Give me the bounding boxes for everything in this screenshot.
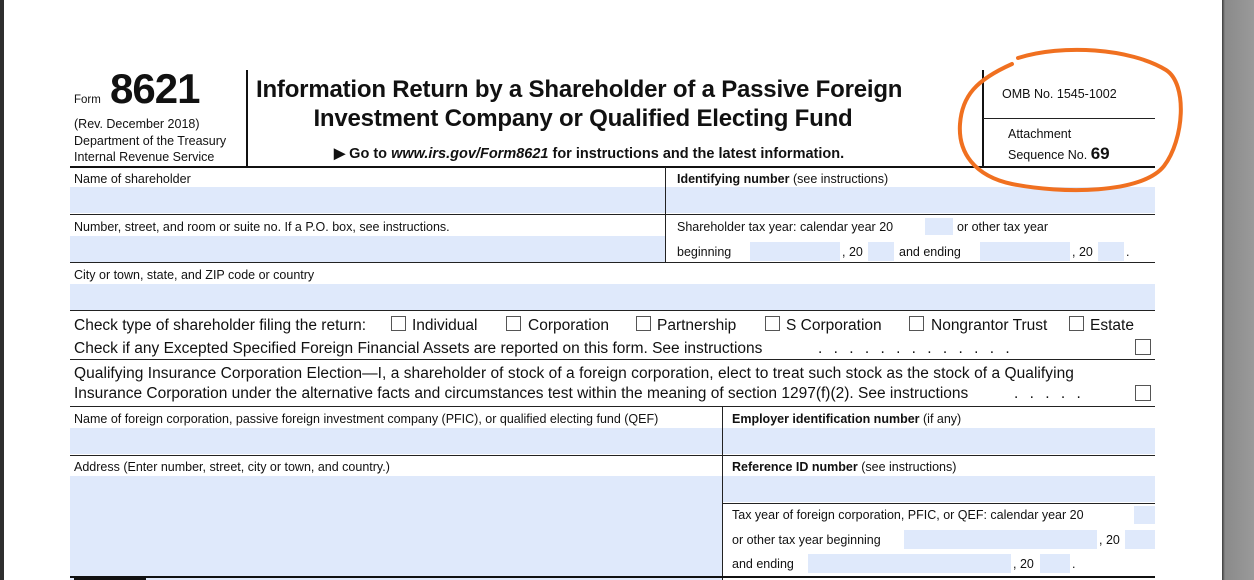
shareholder-tax-year-label: Shareholder tax year: calendar year 20	[677, 220, 894, 234]
checkbox-individual[interactable]	[391, 316, 406, 331]
shareholder-begin-date-field[interactable]	[750, 242, 840, 261]
foreign-tax-year-label: Tax year of foreign corporation, PFIC, or QEF: calendar year 20	[732, 508, 1084, 522]
form-revision: (Rev. December 2018)	[74, 117, 200, 131]
option-nongrantor-trust: Nongrantor Trust	[931, 317, 1048, 334]
foreign-corp-address-field[interactable]	[70, 476, 722, 580]
irs-url-link[interactable]: www.irs.gov/Form8621	[391, 146, 549, 162]
part-header-rule	[70, 576, 1155, 578]
qic-election-line1: Qualifying Insurance Corporation Election—I, a shareholder of stock of a foreign corporation, elect to treat such stock as the stock of a Qualifying	[74, 365, 1074, 382]
checkbox-partnership[interactable]	[636, 316, 651, 331]
attachment-label: Attachment	[1008, 127, 1072, 141]
period: .	[1126, 245, 1130, 259]
foreign-and-ending-label: and ending	[732, 557, 794, 571]
shareholder-name-field[interactable]	[70, 187, 665, 213]
qic-election-line2: Insurance Corporation under the alternative facts and circumstances test within the meaning of section 1297(f)(2). See instructions	[74, 385, 969, 402]
checkbox-qic-election[interactable]	[1135, 385, 1151, 401]
annotation-stroke	[960, 50, 1181, 190]
annotation-circle	[952, 44, 1188, 196]
option-estate: Estate	[1090, 317, 1134, 334]
option-partnership: Partnership	[657, 317, 737, 334]
form-word: Form	[74, 94, 101, 106]
checkbox-corporation[interactable]	[506, 316, 521, 331]
foreign-corp-name-field[interactable]	[70, 428, 722, 454]
rule-4	[70, 359, 1155, 360]
shareholder-begin-year-field[interactable]	[868, 242, 894, 261]
comma-20-a: , 20	[842, 245, 863, 259]
ein-field[interactable]	[723, 428, 1155, 454]
checkbox-s-corporation[interactable]	[765, 316, 780, 331]
option-individual: Individual	[412, 317, 478, 334]
foreign-calendar-year-field[interactable]	[1134, 506, 1155, 524]
form-number: 8621	[110, 65, 200, 112]
rule-6	[70, 455, 1155, 456]
sequence-label: Sequence No. 69	[1008, 144, 1110, 163]
irs-label: Internal Revenue Service	[74, 150, 215, 164]
foreign-comma-20-a: , 20	[1099, 533, 1120, 547]
shareholder-address-label: Number, street, and room or suite no. If a P.O. box, see instructions.	[74, 220, 450, 234]
shareholder-col-divider	[665, 167, 666, 263]
checkbox-nongrantor-trust[interactable]	[909, 316, 924, 331]
shareholder-end-year-field[interactable]	[1098, 242, 1124, 261]
excepted-assets-text: Check if any Excepted Specified Foreign Financial Assets are reported on this form. See instructions	[74, 340, 763, 357]
foreign-end-date-field[interactable]	[808, 554, 1011, 573]
identifying-number-label: Identifying number (see instructions)	[677, 172, 889, 186]
rule-3	[70, 310, 1155, 311]
rule-7	[723, 503, 1155, 504]
city-field[interactable]	[70, 284, 1155, 310]
form-title-line1: Information Return by a Shareholder of a Passive Foreign	[256, 76, 903, 103]
department-label: Department of the Treasury	[74, 134, 227, 148]
or-other-tax-year-label: or other tax year	[957, 220, 1049, 234]
rule-1	[70, 214, 1155, 215]
excepted-leader-dots: . . . . . . . . . . . . .	[818, 340, 1010, 357]
foreign-corp-address-label: Address (Enter number, street, city or town, and country.)	[74, 460, 390, 474]
city-label: City or town, state, and ZIP code or country	[74, 268, 315, 282]
foreign-comma-20-b: , 20	[1013, 557, 1034, 571]
foreign-period: .	[1072, 557, 1076, 571]
option-corporation: Corporation	[528, 317, 609, 334]
foreign-corp-name-label: Name of foreign corporation, passive foreign investment company (PFIC), or qualified electing fund (QEF)	[74, 412, 659, 426]
form-page	[4, 0, 1222, 580]
omb-number: OMB No. 1545-1002	[1002, 87, 1117, 101]
form-title-line2: Investment Company or Qualified Electing Fund	[313, 105, 853, 132]
filing-type-prompt: Check type of shareholder filing the return:	[74, 317, 367, 334]
checkbox-excepted-assets[interactable]	[1135, 339, 1151, 355]
shareholder-calendar-year-field[interactable]	[925, 218, 953, 235]
and-ending-label: and ending	[899, 245, 961, 259]
reference-id-label: Reference ID number (see instructions)	[732, 460, 957, 474]
reference-id-field[interactable]	[723, 476, 1155, 502]
rule-2	[70, 262, 1155, 263]
foreign-begin-date-field[interactable]	[904, 530, 1097, 549]
shareholder-name-label: Name of shareholder	[74, 172, 191, 186]
rule-5	[70, 406, 1155, 407]
shareholder-address-field[interactable]	[70, 236, 665, 262]
sequence-number: 69	[1090, 144, 1110, 163]
option-s-corporation: S Corporation	[786, 317, 882, 334]
header-divider-left	[246, 70, 248, 166]
ein-label: Employer identification number (if any)	[732, 412, 962, 426]
foreign-begin-year-field[interactable]	[1125, 530, 1155, 549]
checkbox-estate[interactable]	[1069, 316, 1084, 331]
goto-instructions: ▶ Go to www.irs.gov/Form8621 for instructions and the latest information.	[334, 146, 845, 162]
other-tax-year-beginning-label: or other tax year beginning	[732, 533, 881, 547]
viewer-scrollbar-area[interactable]	[1222, 0, 1254, 580]
foreign-end-year-field[interactable]	[1040, 554, 1070, 573]
beginning-label: beginning	[677, 245, 732, 259]
comma-20-b: , 20	[1072, 245, 1093, 259]
qic-leader-dots: . . . . .	[1014, 385, 1081, 402]
shareholder-end-date-field[interactable]	[980, 242, 1070, 261]
